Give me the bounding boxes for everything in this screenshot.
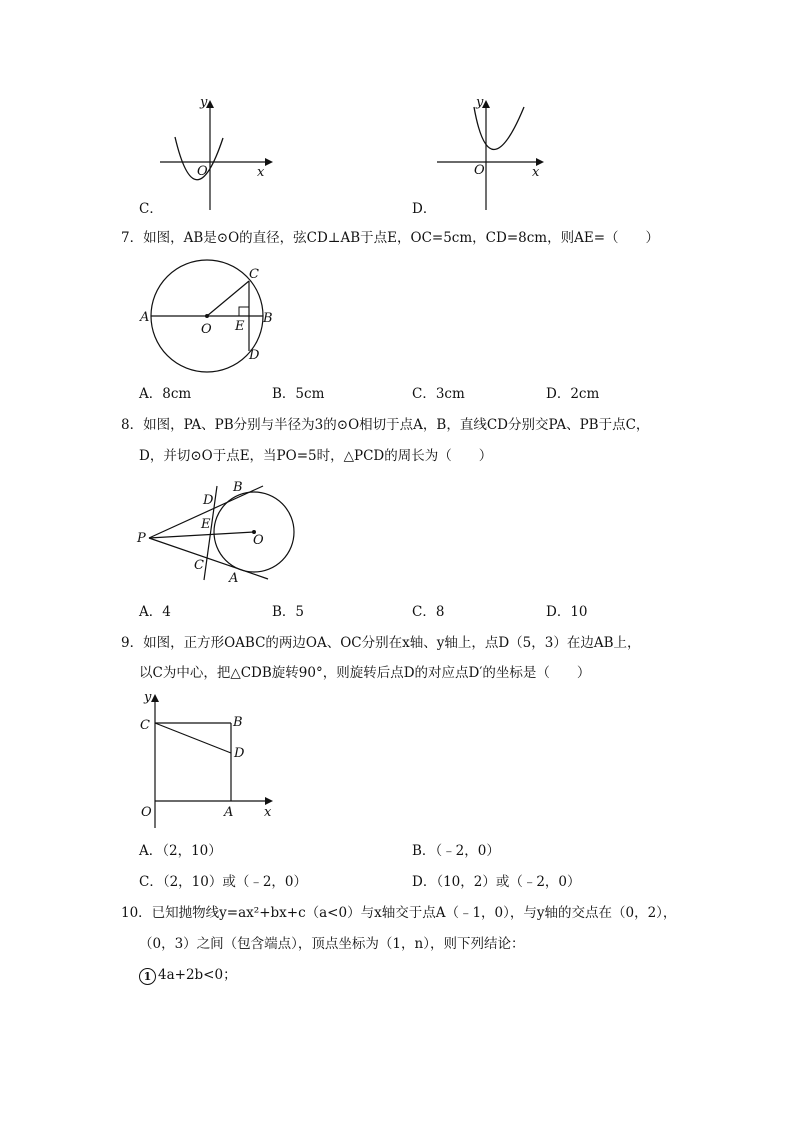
- q8-option-d: D．10: [546, 604, 588, 620]
- q9-label-b: B: [233, 715, 243, 730]
- q9-option-b: B．（﹣2，0）: [412, 843, 500, 859]
- graph-d-origin-label: O: [474, 163, 485, 178]
- q8-option-a: A．4: [139, 604, 171, 620]
- q7-label-a: A: [140, 310, 150, 325]
- q7-figure: [135, 262, 285, 374]
- q9-label-c: C: [140, 718, 150, 733]
- graph-c-origin-label: O: [197, 164, 208, 179]
- q7-option-c: C．3cm: [412, 386, 465, 402]
- graph-d: [432, 92, 552, 214]
- option-d-label: D．: [412, 201, 437, 217]
- graph-c: [155, 92, 275, 214]
- q8-label-a: A: [229, 571, 239, 586]
- q7-stem: 7．如图，AB是⊙O的直径，弦CD⊥AB于点E，OC=5cm，CD=8cm，则AE=（ ）: [121, 230, 660, 246]
- q7-label-c: C: [249, 267, 259, 282]
- graph-d-x-label: x: [532, 165, 540, 180]
- q10-item1: [139, 966, 237, 985]
- q7-label-d: D: [249, 348, 260, 363]
- q8-label-b: B: [233, 480, 243, 495]
- q8-option-b: B．5: [272, 604, 305, 620]
- q9-label-a: A: [224, 805, 234, 820]
- q9-label-x: x: [264, 805, 272, 820]
- q7-option-a: A．8cm: [139, 386, 192, 402]
- q8-label-e: E: [201, 517, 211, 532]
- q8-label-c: C: [194, 558, 204, 573]
- q8-label-p: P: [137, 531, 146, 546]
- q8-stem-line2: D，并切⊙O于点E，当PO=5时，△PCD的周长为（ ）: [139, 448, 493, 464]
- q8-option-c: C．8: [412, 604, 445, 620]
- q9-option-c: C．（2，10）或（﹣2，0）: [139, 874, 308, 890]
- q7-option-b: B．5cm: [272, 386, 325, 402]
- q9-figure: [135, 688, 285, 833]
- q9-stem-line1: 9．如图，正方形OABC的两边OA、OC分别在x轴、y轴上，点D（5，3）在边AB上，: [121, 635, 641, 651]
- q9-option-a: A．（2，10）: [139, 843, 222, 859]
- q9-label-y: y: [144, 690, 152, 705]
- q10-stem-line2: （0，3）之间（包含端点），顶点坐标为（1，n），则下列结论：: [139, 936, 525, 952]
- q9-option-d: D．（10，2）或（﹣2，0）: [412, 874, 581, 890]
- q8-label-d: D: [203, 493, 214, 508]
- graph-c-y-label: y: [200, 95, 208, 110]
- q7-option-d: D．2cm: [546, 386, 600, 402]
- q10-item1-number: 1: [139, 968, 156, 985]
- q9-label-d: D: [234, 746, 245, 761]
- q9-label-o: O: [141, 805, 152, 820]
- q8-stem-line1: 8．如图，PA、PB分别与半径为3的⊙O相切于点A，B，直线CD分别交PA、PB于点C，: [121, 417, 650, 433]
- q8-label-o: O: [253, 533, 264, 548]
- q10-item1-text: 4a+2b<0；: [158, 967, 237, 983]
- q8-figure: [135, 476, 305, 588]
- q10-stem-line1: 10．已知抛物线y=ax²+bx+c（a<0）与x轴交于点A（﹣1，0），与y轴的交点在（0，2），: [121, 905, 677, 921]
- option-c-label: C．: [139, 201, 163, 217]
- q7-label-b: B: [263, 311, 273, 326]
- graph-d-y-label: y: [476, 95, 484, 110]
- q9-stem-line2: 以C为中心，把△CDB旋转90°，则旋转后点D的对应点D′的坐标是（ ）: [139, 665, 591, 681]
- q7-label-e: E: [235, 319, 245, 334]
- graph-c-x-label: x: [257, 165, 265, 180]
- q7-label-o: O: [201, 322, 212, 337]
